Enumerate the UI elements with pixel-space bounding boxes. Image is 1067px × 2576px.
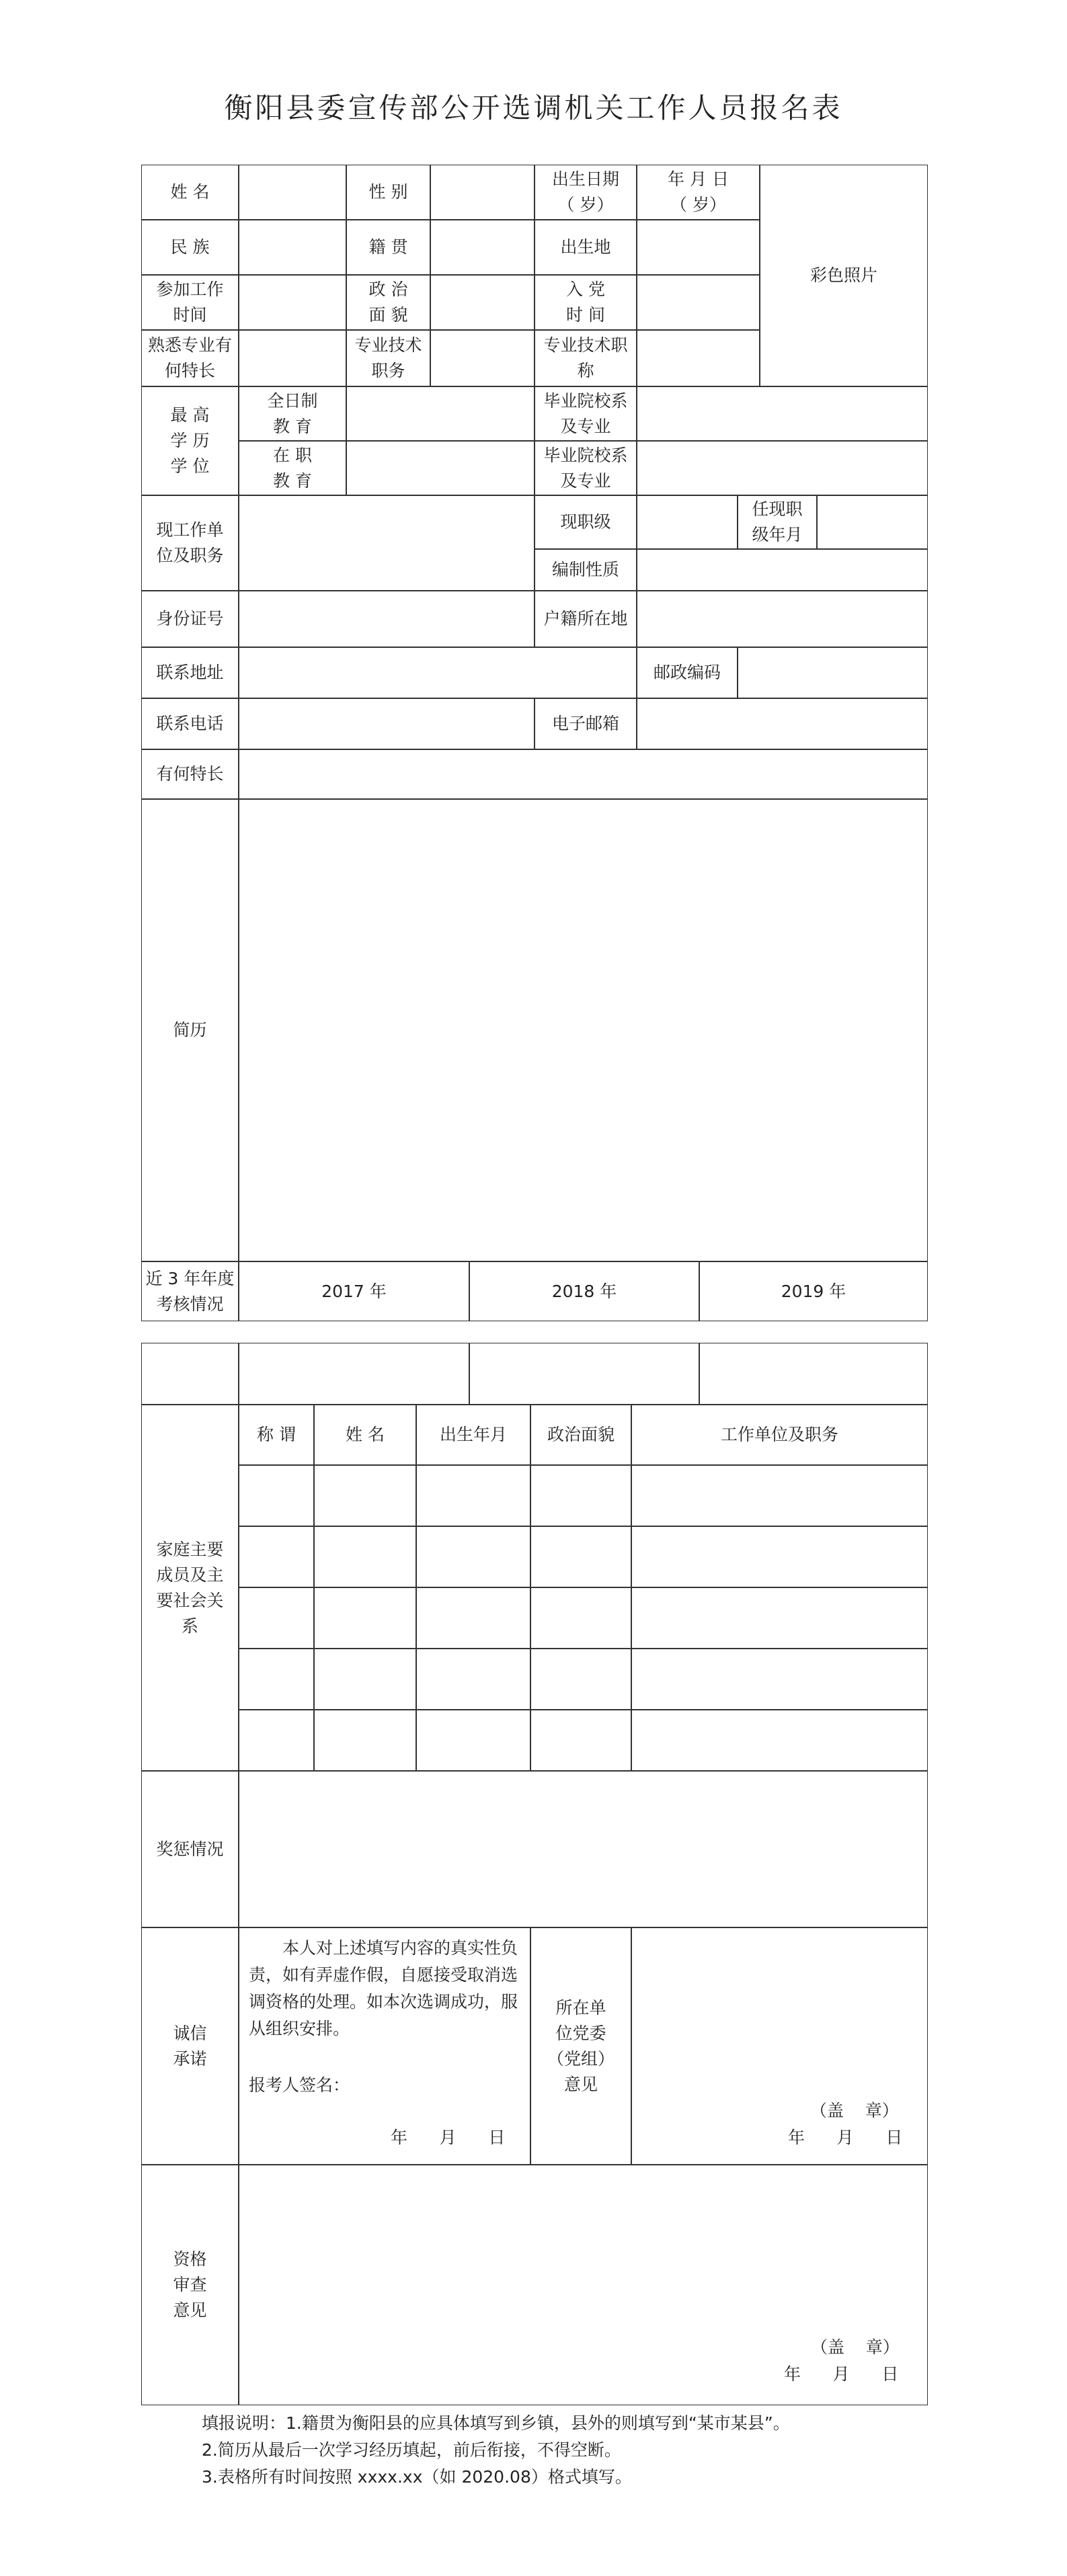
email-label: 电子邮箱 [535,698,637,749]
family-row-2-political[interactable] [530,1526,631,1587]
phone-value[interactable] [239,698,535,749]
family-row-2-birth[interactable] [416,1526,530,1587]
integrity-label: 诚信 承诺 [141,1927,239,2165]
birthdate-label: 出生日期 （ 岁） [535,165,637,220]
family-row-1-work[interactable] [631,1465,928,1526]
work-start-value[interactable] [239,275,346,330]
family-row-4-birth[interactable] [416,1649,530,1710]
appraisal-2019: 2019 年 [699,1261,928,1321]
family-row-1-political[interactable] [530,1465,631,1526]
photo-box: 彩色照片 [760,165,928,386]
family-row-5-name[interactable] [314,1710,416,1771]
family-row-3-name[interactable] [314,1587,416,1649]
inservice-school-label: 毕业院校系 及专业 [535,441,637,495]
gender-value[interactable] [430,165,535,220]
appraisal-2017-value[interactable] [239,1343,469,1405]
family-row-1-birth[interactable] [416,1465,530,1526]
appraisal-2017: 2017 年 [239,1261,469,1321]
appraisal-2018-value[interactable] [469,1343,699,1405]
email-value[interactable] [637,698,928,749]
resume-label: 简历 [141,799,239,1261]
family-row-2-work[interactable] [631,1526,928,1587]
family-row-3-relation[interactable] [239,1587,314,1649]
native-place-value[interactable] [430,220,535,275]
tech-post-value[interactable] [430,330,535,386]
current-unit-label: 现工作单 位及职务 [141,495,239,591]
note-1: 填报说明：1.籍贯为衡阳县的应具体填写到乡镇，县外的则填写到“某市某县”。 [202,2413,790,2433]
rank-date-value[interactable] [817,495,928,549]
name-value[interactable] [239,165,346,220]
note-3: 3.表格所有时间按照 xxxx.xx（如 2020.08）格式填写。 [202,2467,632,2487]
staffing-label: 编制性质 [535,549,637,591]
family-row-5-work[interactable] [631,1710,928,1771]
family-head-work: 工作单位及职务 [631,1405,928,1465]
qualification-label: 资格 审查 意见 [141,2165,239,2405]
ethnicity-value[interactable] [239,220,346,275]
gender-label: 性 别 [346,165,430,220]
strengths-label: 有何特长 [141,749,239,799]
family-row-5-relation[interactable] [239,1710,314,1771]
current-rank-value[interactable] [637,495,738,549]
pledge-date: 年 月 日 [391,2128,506,2147]
strengths-value[interactable] [239,749,928,799]
family-head-birth: 出生年月 [416,1405,530,1465]
family-row-1-name[interactable] [314,1465,416,1526]
unit-opinion-cell [631,1927,928,2165]
edu-label: 最 高 学 历 学 位 [141,386,239,495]
fulltime-label: 全日制 教 育 [239,386,346,441]
household-label: 户籍所在地 [535,591,637,647]
postcode-label: 邮政编码 [637,647,738,698]
note-2: 2.简历从最后一次学习经历填起，前后衔接，不得空断。 [202,2440,621,2460]
fulltime-value[interactable] [346,386,535,441]
rewards-label: 奖惩情况 [141,1771,239,1927]
appraisal-2019-value[interactable] [699,1343,928,1405]
family-row-3-birth[interactable] [416,1587,530,1649]
work-start-label: 参加工作 时间 [141,275,239,330]
appraisal-2018: 2018 年 [469,1261,699,1321]
political-status-label: 政 治 面 貌 [346,275,430,330]
integrity-pledge-cell [239,1927,530,2165]
family-row-1-relation[interactable] [239,1465,314,1526]
resume-value[interactable] [239,799,928,1261]
appraisal-label: 近 3 年年度 考核情况 [141,1261,239,1321]
name-label: 姓 名 [141,165,239,220]
postcode-value[interactable] [738,647,928,698]
family-row-5-political[interactable] [530,1710,631,1771]
household-value[interactable] [637,591,928,647]
family-row-3-work[interactable] [631,1587,928,1649]
ethnicity-label: 民 族 [141,220,239,275]
family-row-4-name[interactable] [314,1649,416,1710]
birthplace-label: 出生地 [535,220,637,275]
family-head-name: 姓 名 [314,1405,416,1465]
inservice-value[interactable] [346,441,535,495]
phone-label: 联系电话 [141,698,239,749]
family-row-5-birth[interactable] [416,1710,530,1771]
specialty-familiar-value[interactable] [239,330,346,386]
party-join-value[interactable] [637,275,760,330]
family-head-relation: 称 谓 [239,1405,314,1465]
fulltime-school-value[interactable] [637,386,928,441]
rewards-value[interactable] [239,1771,928,1927]
family-label: 家庭主要 成员及主 要社会关 系 [141,1405,239,1771]
qualification-seal: （盖 章） [811,2337,900,2357]
family-row-2-relation[interactable] [239,1526,314,1587]
family-row-3-political[interactable] [530,1587,631,1649]
family-row-4-political[interactable] [530,1649,631,1710]
rank-date-label: 任现职 级年月 [738,495,817,549]
inservice-school-value[interactable] [637,441,928,495]
family-head-political: 政治面貌 [530,1405,631,1465]
birthdate-value: 年 月 日 （ 岁） [637,165,760,220]
family-row-2-name[interactable] [314,1526,416,1587]
unit-opinion-label: 所在单 位党委 （党组） 意见 [530,1927,631,2165]
birthplace-value[interactable] [637,220,760,275]
qualification-opinion-cell [239,2165,928,2405]
political-status-value[interactable] [430,275,535,330]
address-label: 联系地址 [141,647,239,698]
fulltime-school-label: 毕业院校系 及专业 [535,386,637,441]
address-value[interactable] [239,647,637,698]
current-rank-label: 现职级 [535,495,637,549]
inservice-label: 在 职 教 育 [239,441,346,495]
id-number-label: 身份证号 [141,591,239,647]
current-unit-value[interactable] [239,495,535,591]
qualification-date: 年 月 日 [784,2364,899,2384]
tech-title-value[interactable] [637,330,760,386]
unit-opinion-seal: （盖 章） [810,2101,899,2120]
unit-opinion-date: 年 月 日 [788,2128,903,2147]
family-row-4-relation[interactable] [239,1649,314,1710]
tech-title-label: 专业技术职 称 [535,330,637,386]
id-number-value[interactable] [239,591,535,647]
applicant-signature-label: 报考人签名： [249,2075,350,2095]
tech-post-label: 专业技术 职务 [346,330,430,386]
family-row-4-work[interactable] [631,1649,928,1710]
pledge-text: 本人对上述填写内容的真实性负责，如有弄虚作假，自愿接受取消选调资格的处理。如本次选调成功，服从组织安排。 [249,1938,518,2038]
staffing-value[interactable] [637,549,928,591]
appraisal-cont-label[interactable] [141,1343,239,1405]
specialty-familiar-label: 熟悉专业有 何特长 [141,330,239,386]
form-title: 衡阳县委宣传部公开选调机关工作人员报名表 [224,91,843,124]
party-join-label: 入 党 时 间 [535,275,637,330]
native-place-label: 籍 贯 [346,220,430,275]
